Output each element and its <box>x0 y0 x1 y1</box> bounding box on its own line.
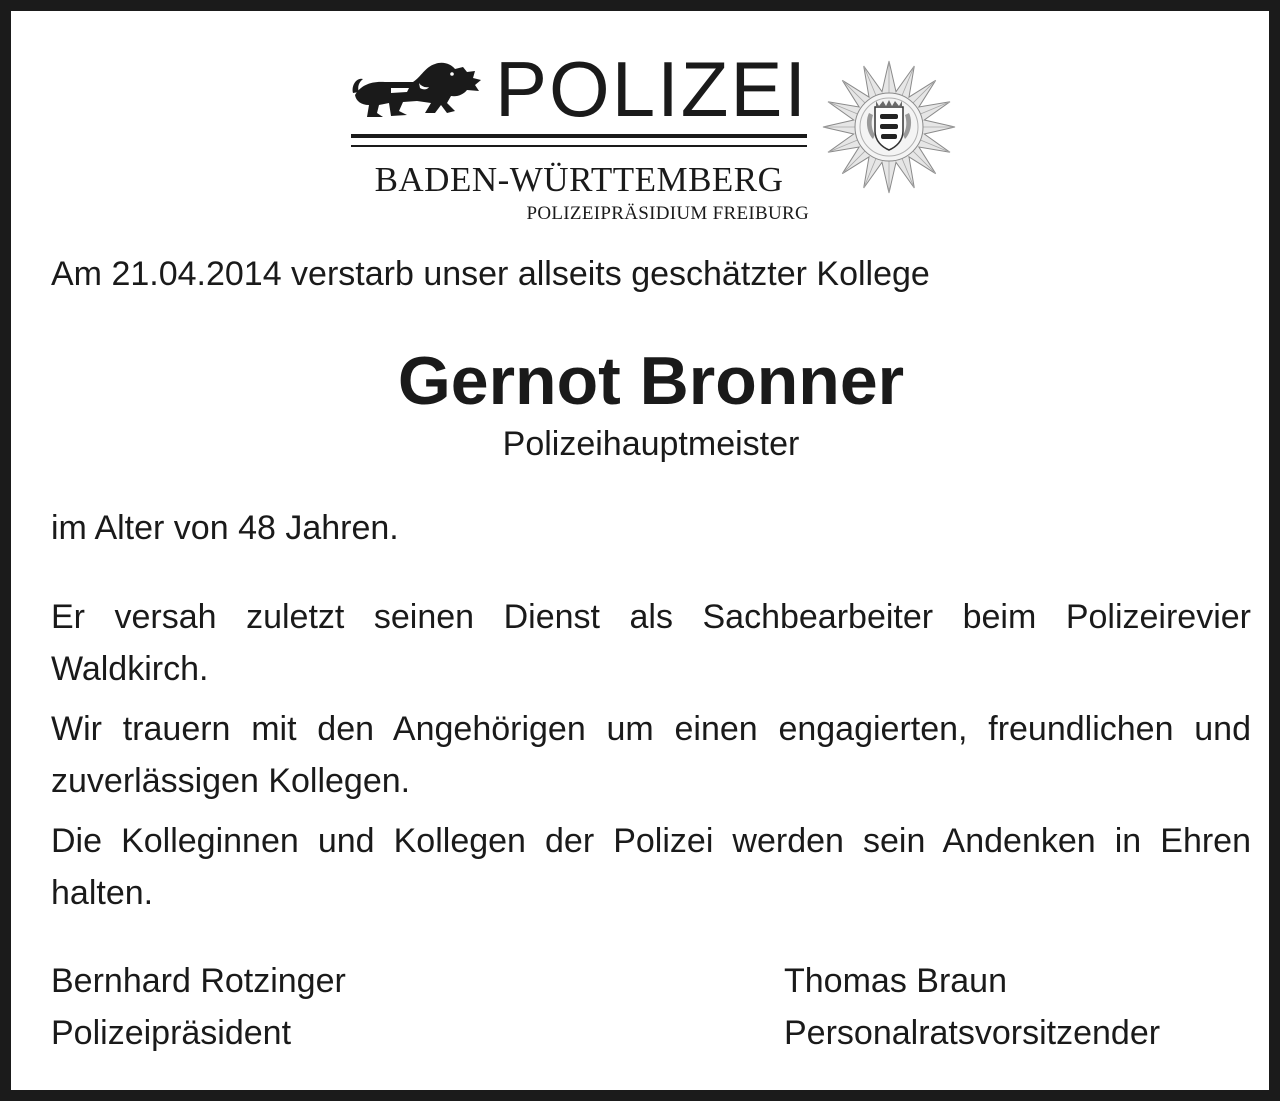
star-ray-line <box>842 80 865 103</box>
police-star-icon <box>821 59 957 195</box>
logo-divider-thin <box>351 145 807 147</box>
logo-divider-thick <box>351 134 807 138</box>
signature-right <box>784 955 1160 1059</box>
star-ray-line <box>842 151 865 174</box>
lion-icon <box>351 55 485 121</box>
paragraph-mourning: Wir trauern mit den Angehörigen um einen engagierten, freundlichen und zuverlässigen Kollegen. <box>51 710 1251 800</box>
paragraph-service: Er versah zuletzt seinen Dienst als Sachbearbeiter beim Polizeirevier Waldkirch. <box>51 598 1251 688</box>
deceased-rank: Polizeihauptmeister <box>502 425 800 463</box>
signature-title: Personalratsvorsitzender <box>784 1014 1161 1052</box>
signature-name: Bernhard Rotzinger <box>51 962 346 1000</box>
logo-wordmark: POLIZEI <box>495 45 809 133</box>
signature-left <box>51 955 346 1059</box>
logo-state-name: BADEN-WÜRTTEMBERG <box>374 160 784 199</box>
age-line: im Alter von 48 Jahren. <box>51 509 399 547</box>
star-ray-line <box>913 151 936 174</box>
intro-line: Am 21.04.2014 verstarb unser allseits geschätzter Kollege <box>51 255 930 293</box>
logo-unit-name: POLIZEIPRÄSIDIUM FREIBURG <box>526 203 809 224</box>
star-ray-line <box>913 80 936 103</box>
signature-title: Polizeipräsident <box>51 1014 292 1052</box>
paragraph-remembrance: Die Kolleginnen und Kollegen der Polizei werden sein Andenken in Ehren halten. <box>51 822 1251 912</box>
deceased-name: Gernot Bronner <box>397 343 905 419</box>
signature-name: Thomas Braun <box>784 962 1007 1000</box>
